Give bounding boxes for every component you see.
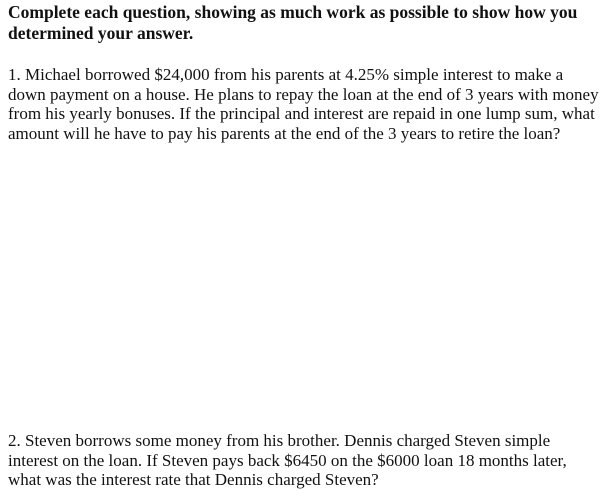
question-1: 1. Michael borrowed $24,000 from his parents at 4.25% simple interest to make a down payment on a house. He plans to repay the loan at the end of 3 years with money from his yearly bonuses. If the principal and interest are repaid in one lump sum, what amount will he have to pay his parents at the end of the 3 years to retire the loan? — [8, 65, 599, 143]
instructions-heading: Complete each question, showing as much work as possible to show how you determined your answer. — [8, 2, 578, 43]
question-2: 2. Steven borrows some money from his brother. Dennis charged Steven simple interest on the loan. If Steven pays back $6450 on the $6000 loan 18 months later, what was the interest rate that Dennis charged Steven? — [8, 431, 567, 489]
